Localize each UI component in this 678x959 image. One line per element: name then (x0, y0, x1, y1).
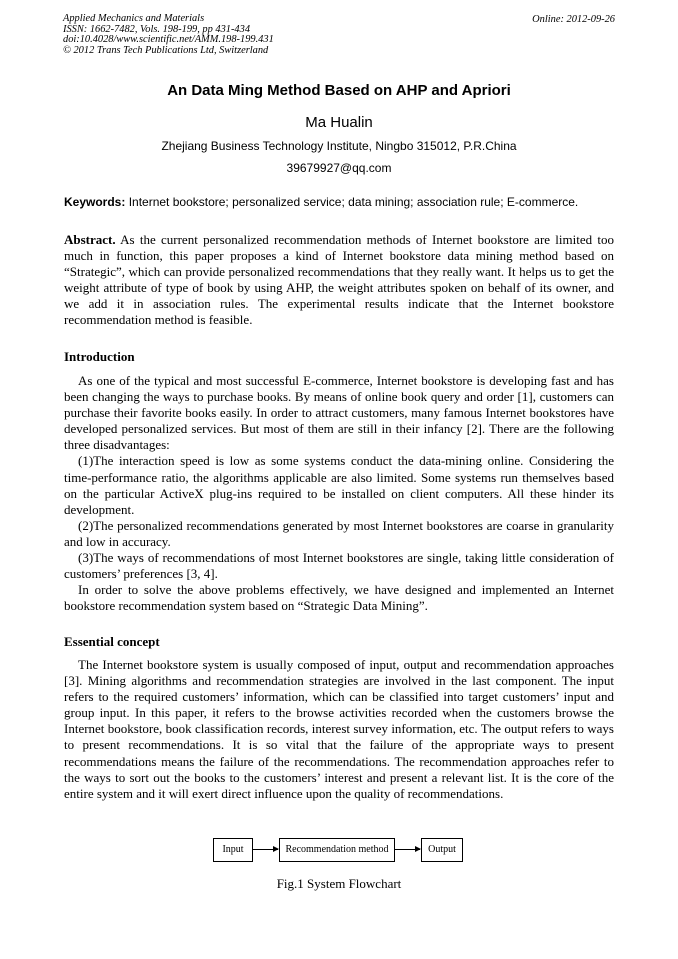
paragraph: (2)The personalized recommendations generated by most Internet bookstores are coarse in granularity and low in accuracy. (64, 517, 614, 549)
online-date: Online: 2012-09-26 (532, 14, 615, 25)
paragraph: (3)The ways of recommendations of most Internet bookstores are single, taking little consideration of customers’ preferences [3, 4]. (64, 550, 614, 582)
journal-name: Applied Mechanics and Materials (63, 13, 205, 24)
author: Ma Hualin (305, 114, 373, 131)
introduction-body (64, 373, 614, 614)
arrow-icon (253, 849, 278, 850)
email: 39679927@qq.com (286, 161, 392, 175)
introduction-heading: Introduction (64, 349, 135, 364)
figure-caption: Fig.1 System Flowchart (276, 876, 402, 891)
doi: doi:10.4028/www.scientific.net/AMM.198-199.431 (63, 34, 274, 46)
arrow-icon (395, 849, 420, 850)
flow-box-input: Input (213, 838, 253, 862)
keywords-text: Internet bookstore; personalized service; data mining; association rule; E-commerce. (125, 195, 579, 209)
system-flowchart (213, 838, 463, 862)
issn: ISSN: 1662-7482, Vols. 198-199, pp 431-434 (63, 23, 251, 35)
keywords-label: Keywords: (64, 195, 126, 209)
paragraph: (1)The interaction speed is low as some systems conduct the data-mining online. Considering the time-performance ratio, the algorithms applicable are also limited. Some systems run themselves based on the particular ActiveX plug-ins required to be installed on client computers. All these hinder its development. (64, 453, 614, 517)
abstract (64, 232, 614, 329)
paragraph: As one of the typical and most successful E-commerce, Internet bookstore is developing fast and has been changing the ways to purchase books. By means of online book query and order [1], customers can purchase their favorite books easily. In order to attract customers, many famous Internet bookstores have developed personalized services. But most of them are still in their infancy [2]. There are the following three disadvantages: (64, 373, 614, 453)
paragraph: In order to solve the above problems effectively, we have designed and implemented an Internet bookstore recommendation system based on “Strategic Data Mining”. (64, 582, 614, 614)
essential-body (64, 657, 614, 802)
flow-box-output: Output (421, 838, 463, 862)
journal-header (63, 14, 274, 56)
keywords (64, 195, 578, 209)
abstract-text: As the current personalized recommendation methods of Internet bookstore are limited too much in function, this paper proposes a kind of Internet bookstore data mining method based on “Strategic”, which can provide personalized recommendations that they really want. It helps us to get the weight attribute of type of book by using AHP, the weight attributes spoken on behalf of its owner, and we add it in association rules. The experimental results indicate that the Internet bookstore recommendation method is feasible. (64, 232, 614, 328)
paper-title: An Data Ming Method Based on AHP and Apriori (167, 82, 511, 99)
paragraph: The Internet bookstore system is usually composed of input, output and recommendation approaches [3]. Mining algorithms and recommendation strategies are involved in the last component. The input refers to the required customers’ information, which can be classified into target customers’ input and group input. In this paper, it refers to the browse activities recorded when the customers browse the Internet bookstore, book classification records, interest survey information, etc. The output refers to ways to present recommendations. It is so vital that the failure of the appropriate ways to present recommendations means the failure of the recommendations. The recommendation approaches refer to the ways to sort out the books to the customers’ interest and present a relevant list. It is the core of the entire system and it will exert direct influence upon the quality of recommendations. (64, 657, 614, 801)
essential-heading: Essential concept (64, 634, 160, 649)
abstract-label: Abstract. (64, 232, 116, 247)
copyright: © 2012 Trans Tech Publications Ltd, Switzerland (63, 44, 269, 56)
affiliation: Zhejiang Business Technology Institute, Ningbo 315012, P.R.China (161, 139, 517, 153)
flow-box-method: Recommendation method (279, 838, 395, 862)
